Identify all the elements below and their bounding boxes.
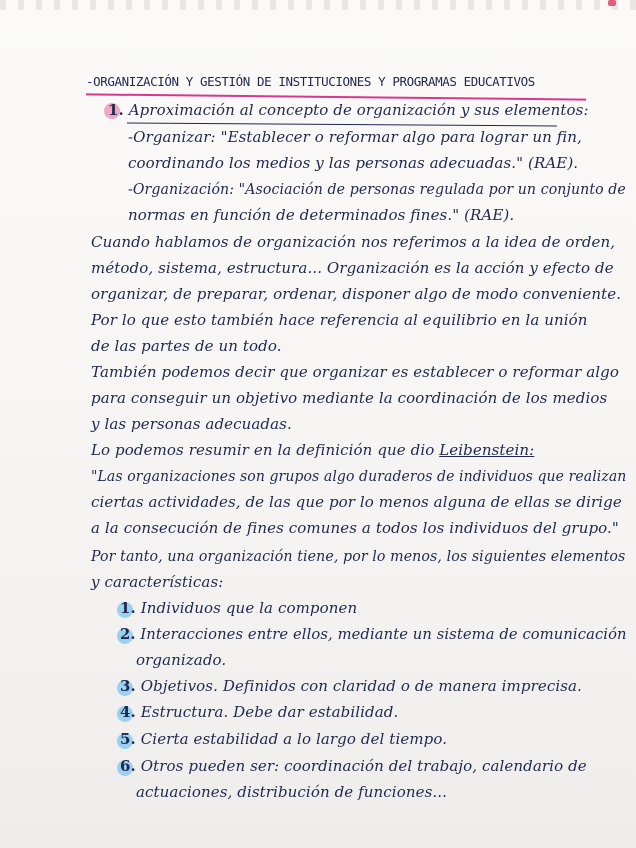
list-item: [120, 676, 582, 696]
list-item-number: 5.: [120, 730, 136, 748]
paragraph-1-line: método, sistema, estructura... Organización es la acción y efecto de: [91, 259, 614, 277]
paragraph-2-line: y las personas adecuadas.: [91, 415, 292, 433]
list-item-text: Cierta estabilidad a lo largo del tiempo.: [140, 730, 448, 748]
list-item-text: Individuos que la componen: [140, 599, 358, 617]
page-title: -ORGANIZACIÓN Y GESTIÓN DE INSTITUCIONES Y PROGRAMAS EDUCATIVOS: [86, 74, 535, 89]
paragraph-3-line: y características:: [91, 573, 224, 591]
section-heading: [108, 100, 589, 120]
leibenstein-intro: [91, 440, 534, 460]
section-number: 1.: [108, 101, 124, 119]
paragraph-1-line: organizar, de preparar, ordenar, disponer algo de modo conveniente.: [91, 285, 622, 303]
red-mark: [608, 0, 616, 6]
list-item-text: Otros pueden ser: coordinación del trabajo, calendario de: [140, 757, 587, 775]
list-item-text: Interacciones entre ellos, mediante un sistema de comunicación: [140, 625, 627, 643]
leibenstein-intro-text: Lo podemos resumir en la definición que dio: [91, 441, 435, 459]
paragraph-2-line: para conseguir un objetivo mediante la coordinación de los medios: [91, 389, 608, 407]
paragraph-1-line: de las partes de un todo.: [91, 337, 282, 355]
list-item-continuation: organizado.: [136, 651, 227, 669]
paragraph-3-line: Por tanto, una organización tiene, por lo menos, los siguientes elementos: [91, 547, 626, 565]
quote-line: ciertas actividades, de las que por lo menos alguna de ellas se dirige: [91, 493, 622, 511]
list-item-number: 3.: [120, 677, 136, 695]
list-item: [120, 729, 447, 749]
list-item-text: Estructura. Debe dar estabilidad.: [140, 703, 399, 721]
list-item: [120, 756, 587, 776]
list-item-continuation: actuaciones, distribución de funciones...: [136, 783, 447, 801]
quote-line: "Las organizaciones son grupos algo duraderos de individuos que realizan: [91, 467, 627, 485]
section-heading-text: Aproximación al concepto de organización y sus elementos:: [128, 101, 589, 119]
list-item: [120, 624, 627, 644]
paragraph-2-line: También podemos decir que organizar es establecer o reformar algo: [91, 363, 620, 381]
list-item-text: Objetivos. Definidos con claridad o de manera imprecisa.: [140, 677, 582, 695]
list-item-number: 2.: [120, 625, 136, 643]
page-top-edge: [0, 0, 636, 10]
paragraph-1-line: Cuando hablamos de organización nos referimos a la idea de orden,: [91, 233, 616, 251]
list-item-number: 1.: [120, 599, 136, 617]
list-item-number: 4.: [120, 703, 136, 721]
list-item: [120, 702, 398, 722]
def-organizacion-line1: -Organización: "Asociación de personas regulada por un conjunto de: [128, 180, 626, 198]
def-organizar-line2: coordinando los medios y las personas adecuadas." (RAE).: [128, 154, 579, 172]
list-item: [120, 598, 357, 618]
list-item-number: 6.: [120, 757, 136, 775]
def-organizacion-line2: normas en función de determinados fines." (RAE).: [128, 206, 515, 224]
quote-line: a la consecución de fines comunes a todos los individuos del grupo.": [91, 519, 619, 537]
section-underline: [127, 122, 557, 126]
leibenstein-name: Leibenstein:: [439, 441, 535, 459]
paragraph-1-line: Por lo que esto también hace referencia al equilibrio en la unión: [91, 311, 588, 329]
def-organizar-line1: -Organizar: "Establecer o reformar algo para lograr un fin,: [128, 128, 582, 146]
